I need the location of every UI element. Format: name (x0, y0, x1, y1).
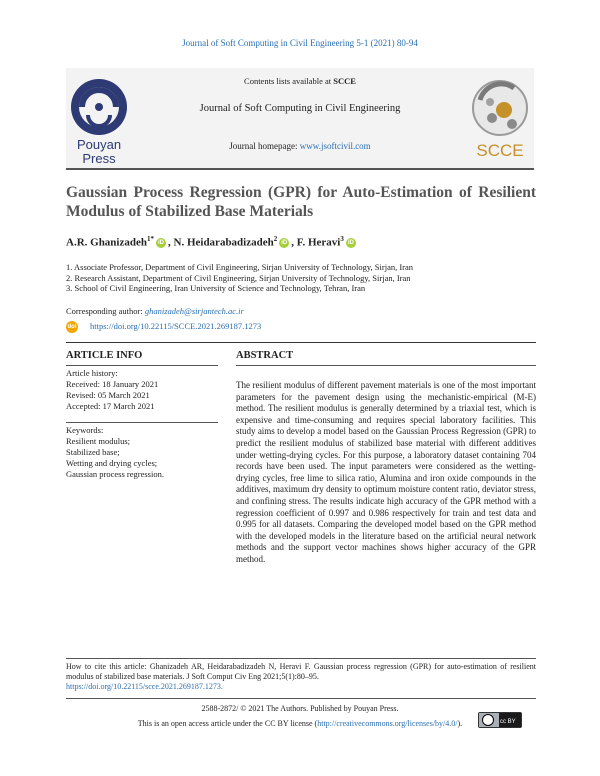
orcid-icon[interactable]: iD (158, 240, 164, 247)
citation-link[interactable]: https://doi.org/10.22115/scce.2021.269187.1273. (66, 682, 223, 691)
pouyan-press-logo (68, 75, 130, 171)
cc-badge-text: cc BY (500, 719, 516, 725)
license-prefix: This is an open access article under the CC BY license ( (137, 719, 318, 728)
divider (66, 342, 536, 343)
author-list (66, 235, 536, 249)
author-3: , F. Heravi (291, 236, 341, 249)
citation-note (66, 662, 536, 692)
corresponding-label: Corresponding author: (66, 306, 145, 316)
left-logo-line1: Pouyan (76, 137, 122, 152)
left-logo-line2: Press (82, 151, 116, 166)
divider (66, 422, 218, 423)
abstract-heading: ABSTRACT (236, 350, 294, 361)
right-logo-text: SCCE (476, 141, 524, 160)
homepage-label: Journal homepage: (229, 141, 300, 151)
author-1: A.R. Ghanizadeh (66, 236, 147, 249)
affiliation-1: 1. Associate Professor, Department of Civil Engineering, Sirjan University of Technology, Sirjan, Iran (66, 262, 414, 272)
paper-title: Gaussian Process Regression (GPR) for Auto-Estimation of Resilient Modulus of Stabilized Base Materials (66, 184, 536, 220)
keyword: Wetting and drying cycles; (66, 458, 158, 468)
article-history (66, 368, 218, 412)
affiliations (66, 262, 536, 294)
history-label: Article history: (66, 368, 118, 378)
accepted-date: Accepted: 17 March 2021 (66, 401, 155, 411)
corresponding-author (66, 306, 244, 316)
doi-row (66, 321, 261, 333)
divider (66, 698, 536, 699)
citation-text: How to cite this article: Ghanizadeh AR, Heidarabadizadeh N, Heravi F. Gaussian process regression (GPR) for auto-estimation of resilient modulus of stabilized base materials. J Soft Comput Civ Eng 2021;5(1):80–95. (66, 662, 536, 681)
author-2-affil: 2 (273, 235, 278, 243)
divider (66, 658, 536, 659)
contents-prefix: Contents lists available at (244, 76, 334, 86)
affiliation-3: 3. School of Civil Engineering, Iran University of Science and Technology, Tehran, Iran (66, 283, 366, 293)
orcid-icon[interactable]: iD (347, 240, 354, 247)
article-info-heading: ARTICLE INFO (66, 350, 143, 361)
scce-logo (466, 76, 534, 164)
journal-reference: Journal of Soft Computing in Civil Engineering 5-1 (2021) 80-94 (182, 38, 418, 48)
cc-by-badge-icon (478, 712, 522, 728)
license-suffix: ). (457, 719, 463, 728)
author-3-affil: 3 (340, 235, 344, 243)
author-1-affil: 1* (147, 235, 154, 243)
contents-brand: SCCE (333, 76, 356, 86)
issn-line: 2588-2872/ © 2021 The Authors. Published by Pouyan Press. (201, 704, 399, 713)
license-link[interactable]: http://creativecommons.org/licenses/by/4.0/ (317, 719, 458, 728)
author-2: , N. Heidarabadizadeh (168, 236, 274, 249)
divider (66, 365, 218, 366)
keyword: Stabilized base; (66, 447, 120, 457)
keyword: Resilient modulus; (66, 436, 130, 446)
corresponding-email[interactable]: ghanizadeh@sirjantech.ac.ir (144, 306, 244, 316)
received-date: Received: 18 January 2021 (66, 379, 159, 389)
orcid-icon[interactable]: iD (281, 240, 288, 247)
doi-link[interactable]: https://doi.org/10.22115/SCCE.2021.269187.1273 (90, 321, 262, 331)
divider (236, 365, 536, 366)
journal-name: Journal of Soft Computing in Civil Engineering (199, 103, 401, 114)
abstract-text: The resilient modulus of different pavement materials is one of the most important parameters for the pavement design using the mechanistic-empirical (M-E) method. The resilient modulus is generally determined by a triaxial test, which is expensive and time-consuming and requires special laboratory facilities. This study aims to develop a model based on the Gaussian Process Regression (GPR) to predict the resilient modulus of stabilized base material with different additives under wetting-drying cycles. For this purpose, a laboratory dataset containing 704 records have been used. The input parameters were considered as the wetting-drying cycles, free lime to silica ratio, Alumina and iron oxide compounds in the additives, maximum dry density to optimum moisture content ratio, deviator stress, and confining stress. The results indicate high accuracy of the GPR method with a regression coefficient of 0.997 and 0.986 respectively for train and test data and 0.995 for all datasets. Comparing the developed model based on the GPR method with the developed models in the literature based on the artificial neural network methods and the support vector machines shows higher accuracy of the GPR method. (236, 380, 536, 564)
keywords-label: Keywords: (66, 425, 104, 435)
keywords (66, 425, 218, 480)
keyword: Gaussian process regression. (66, 469, 164, 479)
affiliation-2: 2. Research Assistant, Department of Civil Engineering, Sirjan University of Technology, Sirjan, Iran (66, 272, 411, 283)
doi-icon: doi (66, 321, 78, 333)
homepage-link[interactable]: www.jsoftcivil.com (299, 141, 371, 151)
revised-date: Revised: 05 March 2021 (66, 390, 150, 400)
